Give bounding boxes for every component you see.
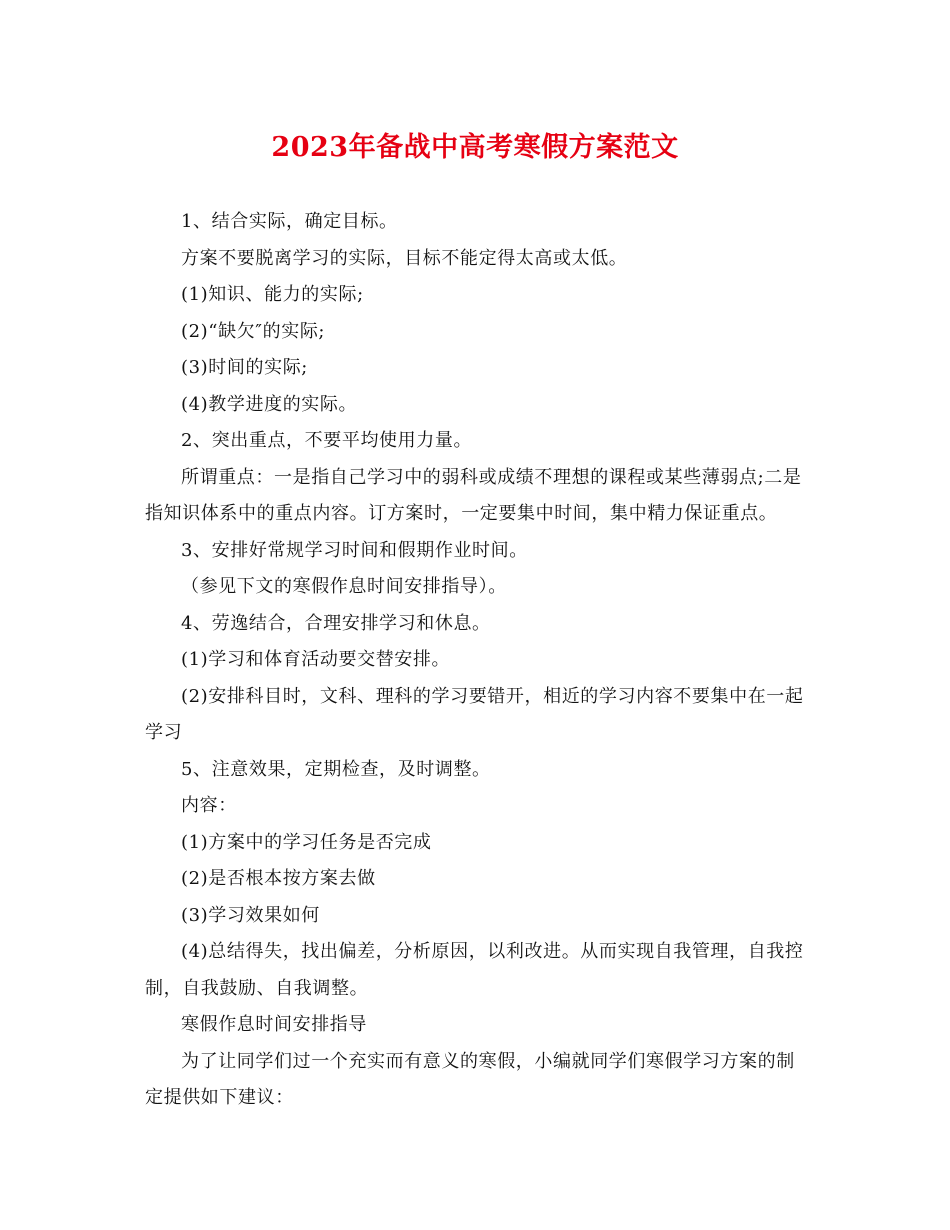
- document-title: 2023年备战中高考寒假方案范文: [271, 132, 679, 163]
- paragraph-line: 所谓重点：一是指自己学习中的弱科或成绩不理想的课程或某些薄弱点;二是: [181, 466, 802, 488]
- paragraph-line: 4、劳逸结合，合理安排学习和休息。: [181, 612, 491, 634]
- paragraph-line: (2)安排科目时，文科、理科的学习要错开，相近的学习内容不要集中在一起: [181, 685, 804, 707]
- paragraph-line: 5、注意效果，定期检查，及时调整。: [181, 758, 491, 780]
- paragraph-line: (2)“缺欠″的实际;: [181, 320, 326, 342]
- paragraph-line: 定提供如下建议：: [145, 1087, 294, 1108]
- paragraph-line: 寒假作息时间安排指导: [181, 1014, 367, 1035]
- paragraph-line: (1)学习和体育活动要交替安排。: [181, 649, 451, 670]
- paragraph-line: 3、安排好常规学习时间和假期作业时间。: [181, 539, 528, 561]
- paragraph-line: （参见下文的寒假作息时间安排指导）。: [181, 576, 507, 597]
- paragraph-line: 指知识体系中的重点内容。订方案时，一定要集中时间，集中精力保证重点。: [145, 503, 778, 524]
- paragraph-line: 学习: [145, 722, 183, 743]
- paragraph-line: (3)时间的实际;: [181, 357, 308, 378]
- paragraph-line: (3)学习效果如何: [181, 904, 320, 926]
- document-body: [145, 204, 809, 1117]
- paragraph-line: 2、突出重点，不要平均使用力量。: [181, 430, 473, 451]
- paragraph-line: 为了让同学们过一个充实而有意义的寒假，小编就同学们寒假学习方案的制: [181, 1050, 795, 1072]
- paragraph-line: (2)是否根本按方案去做: [181, 868, 376, 889]
- paragraph-line: (4)总结得失，找出偏差，分析原因，以利改进。从而实现自我管理，自我控: [181, 941, 804, 962]
- paragraph-line: 制，自我鼓励、自我调整。: [145, 977, 369, 999]
- paragraph-line: (1)方案中的学习任务是否完成: [181, 831, 432, 853]
- paragraph-line: 1、结合实际，确定目标。: [181, 211, 398, 232]
- paragraph-line: 内容：: [181, 795, 237, 816]
- paragraph-line: 方案不要脱离学习的实际，目标不能定得太高或太低。: [181, 247, 628, 269]
- paragraph-line: (4)教学进度的实际。: [181, 393, 358, 415]
- paragraph-line: (1)知识、能力的实际;: [181, 284, 364, 305]
